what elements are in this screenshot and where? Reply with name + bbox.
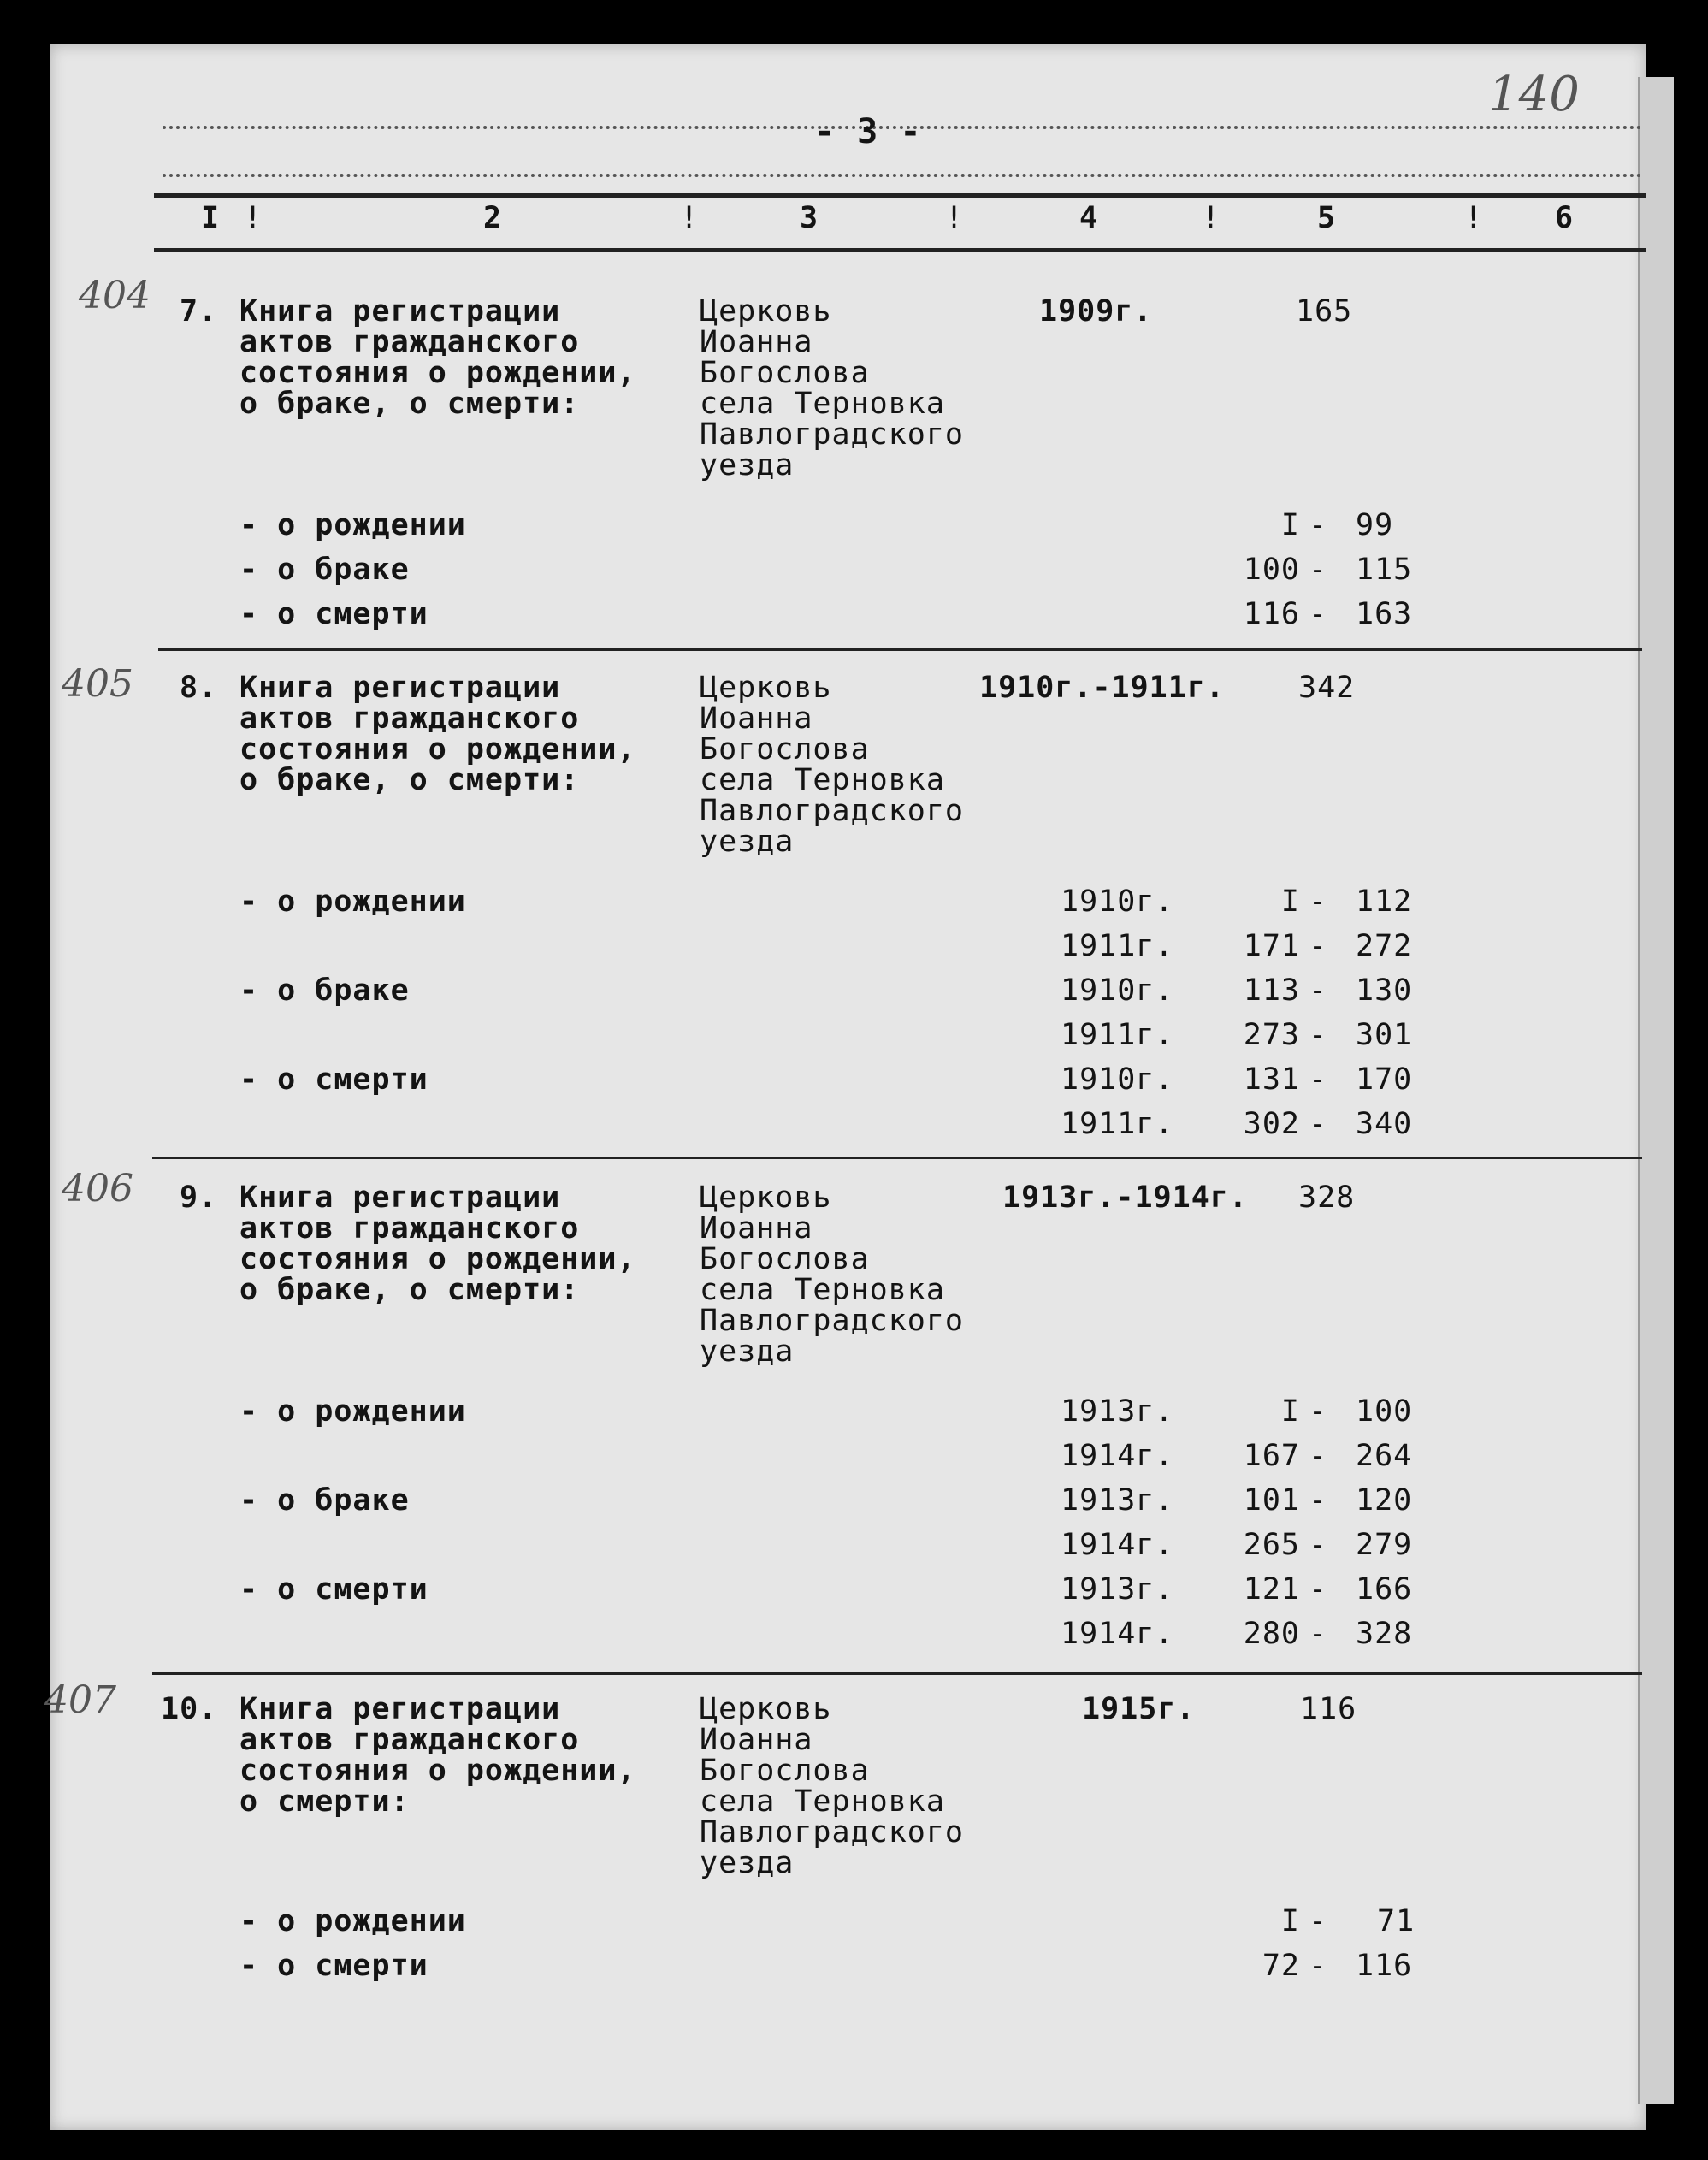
source-line: Богослова <box>700 732 870 766</box>
range-dash: - <box>1309 973 1328 1008</box>
source-line: Павлоградского <box>700 794 965 828</box>
title-line: состояния о рождении, <box>239 732 636 766</box>
range-to: 170 <box>1356 1062 1413 1097</box>
range-to: 340 <box>1356 1107 1413 1141</box>
range-dash: - <box>1309 1617 1328 1651</box>
item-number: 9. <box>180 1181 218 1215</box>
subitem-year: 1913г. <box>1061 1483 1174 1518</box>
range-dash: - <box>1309 885 1328 919</box>
range-dash: - <box>1309 1062 1328 1097</box>
range-from: I <box>1280 1394 1300 1429</box>
range-to: 120 <box>1356 1483 1413 1518</box>
title-line: актов гражданского <box>239 701 580 736</box>
source-line: села Терновка <box>700 763 945 797</box>
subitem-label: - о смерти <box>239 597 428 631</box>
title-line: состояния о рождении, <box>239 1242 636 1276</box>
range-from: 167 <box>1243 1439 1300 1473</box>
range-to: 100 <box>1356 1394 1413 1429</box>
item-number: 7. <box>180 294 218 328</box>
subitem-label: - о рождении <box>239 508 466 542</box>
range-dash: - <box>1309 1483 1328 1518</box>
range-from: 121 <box>1243 1572 1300 1607</box>
source-line: Павлоградского <box>700 1304 965 1338</box>
source-line: Церковь <box>700 294 832 328</box>
entry-sheets: 165 <box>1296 294 1353 328</box>
subitem-year: 1911г. <box>1061 929 1174 963</box>
range-to: 116 <box>1356 1949 1413 1983</box>
col-num-2: 2 <box>483 201 503 235</box>
range-to: 166 <box>1356 1572 1413 1607</box>
subitem-year: 1910г. <box>1061 973 1174 1008</box>
range-from: 101 <box>1243 1483 1300 1518</box>
entry-years: 1913г.-1914г. <box>1002 1181 1248 1215</box>
col-sep-4: ! <box>1202 201 1221 235</box>
title-line: состояния о рождении, <box>239 356 636 390</box>
col-num-5: 5 <box>1317 201 1337 235</box>
item-number: 10. <box>161 1692 218 1726</box>
subitem-label: - о рождении <box>239 1394 466 1429</box>
entry-sheets: 342 <box>1298 671 1356 705</box>
col-num-4: 4 <box>1079 201 1099 235</box>
title-line: актов гражданского <box>239 325 580 359</box>
subitem-year: 1914г. <box>1061 1528 1174 1562</box>
source-line: Иоанна <box>700 701 813 736</box>
range-dash: - <box>1309 1439 1328 1473</box>
range-from: I <box>1280 885 1300 919</box>
title-line: о браке, о смерти: <box>239 1273 580 1307</box>
source-line: Павлоградского <box>700 417 965 452</box>
range-from: 302 <box>1243 1107 1300 1141</box>
range-dash: - <box>1309 597 1328 631</box>
source-line: Богослова <box>700 1754 870 1788</box>
entry-years: 1915г. <box>1082 1692 1196 1726</box>
title-line: Книга регистрации <box>239 294 561 328</box>
entry-years: 1910г.-1911г. <box>979 671 1225 705</box>
source-line: Иоанна <box>700 1211 813 1246</box>
page-label: - 3 - <box>814 112 922 151</box>
title-line: о браке, о смерти: <box>239 763 580 797</box>
archive-number: 406 <box>62 1167 133 1210</box>
source-line: Павлоградского <box>700 1815 965 1849</box>
range-dash: - <box>1309 929 1328 963</box>
source-line: уезда <box>700 1846 795 1880</box>
subitem-label: - о рождении <box>239 885 466 919</box>
range-to: 99 <box>1356 508 1394 542</box>
subitem-year: 1910г. <box>1061 885 1174 919</box>
range-to: 163 <box>1356 597 1413 631</box>
subitem-year: 1913г. <box>1061 1394 1174 1429</box>
range-to: 115 <box>1356 553 1413 587</box>
archive-number: 405 <box>62 662 133 706</box>
range-dash: - <box>1309 553 1328 587</box>
range-from: 116 <box>1243 597 1300 631</box>
source-line: уезда <box>700 1334 795 1369</box>
entry-sheets: 328 <box>1298 1181 1356 1215</box>
page-edge <box>1638 77 1674 2104</box>
title-line: Книга регистрации <box>239 1181 561 1215</box>
subitem-label: - о смерти <box>239 1949 428 1983</box>
subitem-label: - о браке <box>239 1483 410 1518</box>
source-line: села Терновка <box>700 387 945 421</box>
title-line: состояния о рождении, <box>239 1754 636 1788</box>
archive-number: 404 <box>79 274 151 317</box>
col-num-3: 3 <box>800 201 819 235</box>
col-sep-1: ! <box>244 201 263 235</box>
source-line: Богослова <box>700 1242 870 1276</box>
range-dash: - <box>1309 1904 1328 1938</box>
dotted-line-second <box>163 174 1642 177</box>
range-from: I <box>1280 508 1300 542</box>
range-from: 113 <box>1243 973 1300 1008</box>
range-from: 171 <box>1243 929 1300 963</box>
entry-sheets: 116 <box>1300 1692 1357 1726</box>
range-to: 130 <box>1356 973 1413 1008</box>
source-line: Иоанна <box>700 325 813 359</box>
range-to: 112 <box>1356 885 1413 919</box>
title-line: Книга регистрации <box>239 671 561 705</box>
source-line: Церковь <box>700 1692 832 1726</box>
range-from: 265 <box>1243 1528 1300 1562</box>
handwritten-page-number: 140 <box>1488 67 1580 122</box>
source-line: села Терновка <box>700 1784 945 1819</box>
subitem-label: - о браке <box>239 973 410 1008</box>
range-to: 71 <box>1377 1904 1415 1938</box>
entry-divider <box>152 1672 1642 1675</box>
col-sep-5: ! <box>1464 201 1484 235</box>
subitem-year: 1911г. <box>1061 1018 1174 1052</box>
title-line: о смерти: <box>239 1784 410 1819</box>
archive-number: 407 <box>44 1678 116 1722</box>
source-line: Богослова <box>700 356 870 390</box>
range-from: 100 <box>1243 553 1300 587</box>
source-line: Иоанна <box>700 1723 813 1757</box>
range-dash: - <box>1309 1528 1328 1562</box>
col-num-1: I <box>201 201 221 235</box>
source-line: Церковь <box>700 671 832 705</box>
subitem-label: - о смерти <box>239 1062 428 1097</box>
col-num-6: 6 <box>1555 201 1575 235</box>
range-dash: - <box>1309 1107 1328 1141</box>
range-dash: - <box>1309 508 1328 542</box>
title-line: актов гражданского <box>239 1723 580 1757</box>
range-dash: - <box>1309 1572 1328 1607</box>
range-to: 279 <box>1356 1528 1413 1562</box>
range-from: I <box>1280 1904 1300 1938</box>
col-sep-2: ! <box>680 201 700 235</box>
entry-years: 1909г. <box>1039 294 1153 328</box>
subitem-year: 1914г. <box>1061 1617 1174 1651</box>
subitem-label: - о смерти <box>239 1572 428 1607</box>
range-from: 72 <box>1262 1949 1300 1983</box>
entry-divider <box>158 648 1642 651</box>
subitem-year: 1911г. <box>1061 1107 1174 1141</box>
subitem-label: - о рождении <box>239 1904 466 1938</box>
header-rule-top <box>154 193 1646 198</box>
item-number: 8. <box>180 671 218 705</box>
range-to: 272 <box>1356 929 1413 963</box>
range-from: 273 <box>1243 1018 1300 1052</box>
range-to: 301 <box>1356 1018 1413 1052</box>
range-to: 328 <box>1356 1617 1413 1651</box>
title-line: актов гражданского <box>239 1211 580 1246</box>
source-line: Церковь <box>700 1181 832 1215</box>
range-dash: - <box>1309 1394 1328 1429</box>
source-line: уезда <box>700 825 795 859</box>
col-sep-3: ! <box>945 201 965 235</box>
entry-divider <box>152 1157 1642 1159</box>
range-from: 280 <box>1243 1617 1300 1651</box>
title-line: Книга регистрации <box>239 1692 561 1726</box>
subitem-label: - о браке <box>239 553 410 587</box>
header-rule-bottom <box>154 248 1646 252</box>
subitem-year: 1913г. <box>1061 1572 1174 1607</box>
subitem-year: 1914г. <box>1061 1439 1174 1473</box>
title-line: о браке, о смерти: <box>239 387 580 421</box>
range-dash: - <box>1309 1949 1328 1983</box>
range-to: 264 <box>1356 1439 1413 1473</box>
subitem-year: 1910г. <box>1061 1062 1174 1097</box>
range-dash: - <box>1309 1018 1328 1052</box>
source-line: села Терновка <box>700 1273 945 1307</box>
source-line: уезда <box>700 448 795 482</box>
range-from: 131 <box>1243 1062 1300 1097</box>
